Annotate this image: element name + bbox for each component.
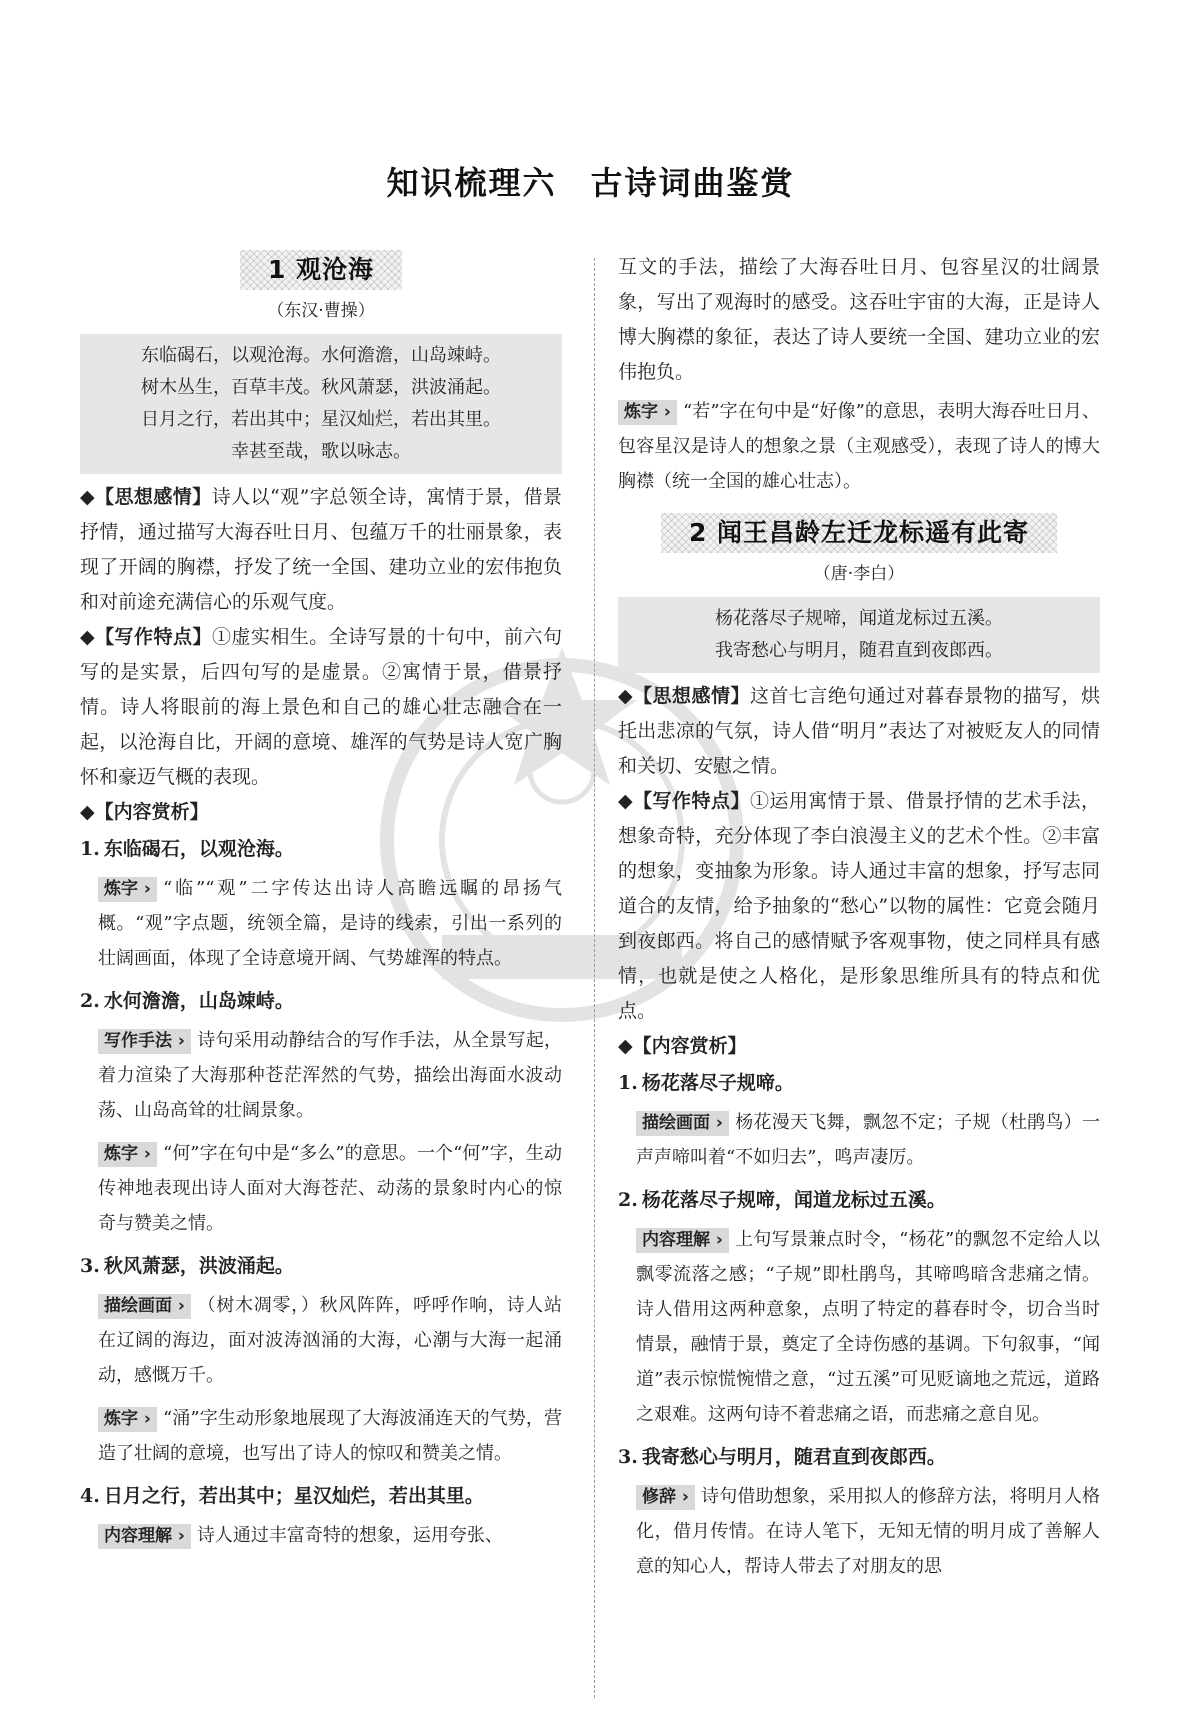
poem-line: 我寄愁心与明月，随君直到夜郎西。 <box>715 640 1003 661</box>
analysis-item: 2. 水何澹澹，山岛竦峙。 <box>80 990 294 1012</box>
note-tag: 写作手法 › <box>98 1029 191 1054</box>
poem-line: 树木丛生，百草丰茂。秋风萧瑟，洪波涌起。 <box>141 377 501 398</box>
note-tag: 内容理解 › <box>98 1524 191 1549</box>
analysis-item: 3. 我寄愁心与明月，随君直到夜郎西。 <box>618 1446 946 1468</box>
poem-line: 杨花落尽子规啼，闻道龙标过五溪。 <box>715 608 1003 629</box>
note-tag: 炼字 › <box>98 1407 157 1432</box>
section-thought: ◆【思想感情】这首七言绝句通过对暮春景物的描写，烘托出悲凉的气氛，诗人借“明月”表达了对被贬友人的同情和关切、安慰之情。 <box>618 685 1100 777</box>
note-tag: 修辞 › <box>636 1485 695 1510</box>
poem-line: 东临碣石，以观沧海。水何澹澹，山岛竦峙。 <box>141 345 501 366</box>
analysis-item: 4. 日月之行，若出其中；星汉灿烂，若出其里。 <box>80 1485 484 1507</box>
analysis-item: 2. 杨花落尽子规啼，闻道龙标过五溪。 <box>618 1189 946 1211</box>
analysis-item: 3. 秋风萧瑟，洪波涌起。 <box>80 1255 294 1277</box>
analysis-note: 炼字 › “何”字在句中是“多么”的意思。一个“何”字，生动传神地表现出诗人面对大海苍茫、动荡的景象时内心的惊奇与赞美之情。 <box>98 1136 562 1241</box>
analysis-item: 1. 东临碣石，以观沧海。 <box>80 838 294 860</box>
poem-line: 日月之行，若出其中；星汉灿烂，若出其里。 <box>141 409 501 430</box>
analysis-note: 描绘画面 › （树木凋零，）秋风阵阵，呼呼作响，诗人站在辽阔的海边，面对波涛汹涌的大海，心潮与大海一起涌动，感慨万千。 <box>98 1288 562 1393</box>
analysis-item: 1. 杨花落尽子规啼。 <box>618 1072 794 1094</box>
poem-author: （唐·李白） <box>813 564 905 584</box>
analysis-note: 炼字 › “涌”字生动形象地展现了大海波涌连天的气势，营造了壮阔的意境，也写出了诗人的惊叹和赞美之情。 <box>98 1401 562 1471</box>
page-title: 知识梳理六 古诗词曲鉴赏 <box>386 164 795 202</box>
analysis-note: 写作手法 › 诗句采用动静结合的写作手法，从全景写起，着力渲染了大海那种苍茫浑然的气势，描绘出海面水波动荡、山岛高耸的壮阔景象。 <box>98 1023 562 1128</box>
analysis-note: 炼字 › “临”“观”二字传达出诗人高瞻远瞩的昂扬气概。“观”字点题，统领全篇，是诗的线索，引出一系列的壮阔画面，体现了全诗意境开阔、气势雄浑的特点。 <box>98 871 562 976</box>
section-thought: ◆【思想感情】诗人以“观”字总领全诗，寓情于景，借景抒情，通过描写大海吞吐日月、包蕴万千的壮丽景象，表现了开阔的胸襟，抒发了统一全国、建功立业的宏伟抱负和对前途充满信心的乐观气度。 <box>80 486 562 613</box>
analysis-note: 内容理解 › 诗人通过丰富奇特的想象，运用夸张、 <box>98 1518 562 1553</box>
poem-heading: 1 观沧海 <box>80 250 562 290</box>
poem-author: （东汉·曹操） <box>267 301 375 321</box>
poem-line: 幸甚至哉，歌以咏志。 <box>231 441 411 462</box>
analysis-note: 修辞 › 诗句借助想象，采用拟人的修辞方法，将明月人格化，借月传情。在诗人笔下，无知无情的明月成了善解人意的知心人，帮诗人带去了对朋友的思 <box>636 1479 1100 1584</box>
section-analysis: ◆【内容赏析】 <box>618 1035 747 1057</box>
poem-text-box <box>618 597 1100 673</box>
note-tag: 描绘画面 › <box>98 1294 191 1319</box>
left-column <box>80 250 562 1561</box>
analysis-note: 内容理解 › 上句写景兼点时令，“杨花”的飘忽不定给人以飘零流落之感；“子规”即杜鹃鸟，其啼鸣暗含悲痛之情。诗人借用这两种意象，点明了特定的暮春时令，切合当时情景，融情于景，奠定了全诗伤感的基调。下句叙事，“闻道”表示惊慌惋惜之意，“过五溪”可见贬谪地之荒远，道路之艰难。这两句诗不着悲痛之语，而悲痛之意自见。 <box>636 1222 1100 1432</box>
analysis-note: 炼字 › “若”字在句中是“好像”的意思，表明大海吞吐日月、包容星汉是诗人的想象之景（主观感受），表现了诗人的博大胸襟（统一全国的雄心壮志）。 <box>618 394 1100 499</box>
note-tag: 炼字 › <box>618 400 677 425</box>
note-tag: 描绘画面 › <box>636 1111 729 1136</box>
note-tag: 内容理解 › <box>636 1228 729 1253</box>
right-column <box>618 250 1100 1592</box>
section-analysis: ◆【内容赏析】 <box>80 801 209 823</box>
poem-heading: 2 闻王昌龄左迁龙标遥有此寄 <box>618 513 1100 553</box>
section-writing: ◆【写作特点】①运用寓情于景、借景抒情的艺术手法，想象奇特，充分体现了李白浪漫主义的艺术个性。②丰富的想象，变抽象为形象。诗人通过丰富的想象，抒写志同道合的友情，给予抽象的“愁心”以物的属性：它竟会随月到夜郎西。将自己的感情赋予客观事物，使之同样具有感情，也就是使之人格化，是形象思维所具有的特点和优点。 <box>618 790 1100 1022</box>
note-tag: 炼字 › <box>98 877 157 902</box>
note-tag: 炼字 › <box>98 1142 157 1167</box>
continuation-text: 互文的手法，描绘了大海吞吐日月、包容星汉的壮阔景象，写出了观海时的感受。这吞吐宇宙的大海，正是诗人博大胸襟的象征，表达了诗人要统一全国、建功立业的宏伟抱负。 <box>618 256 1100 383</box>
column-divider <box>594 258 595 1698</box>
poem-text-box <box>80 334 562 474</box>
analysis-note: 描绘画面 › 杨花漫天飞舞，飘忽不定；子规（杜鹃鸟）一声声啼叫着“不如归去”，鸣声凄厉。 <box>636 1105 1100 1175</box>
section-writing: ◆【写作特点】①虚实相生。全诗写景的十句中，前六句写的是实景，后四句写的是虚景。②寓情于景，借景抒情。诗人将眼前的海上景色和自己的雄心壮志融合在一起，以沧海自比，开阔的意境、雄浑的气势是诗人宽广胸怀和豪迈气概的表现。 <box>80 626 562 788</box>
